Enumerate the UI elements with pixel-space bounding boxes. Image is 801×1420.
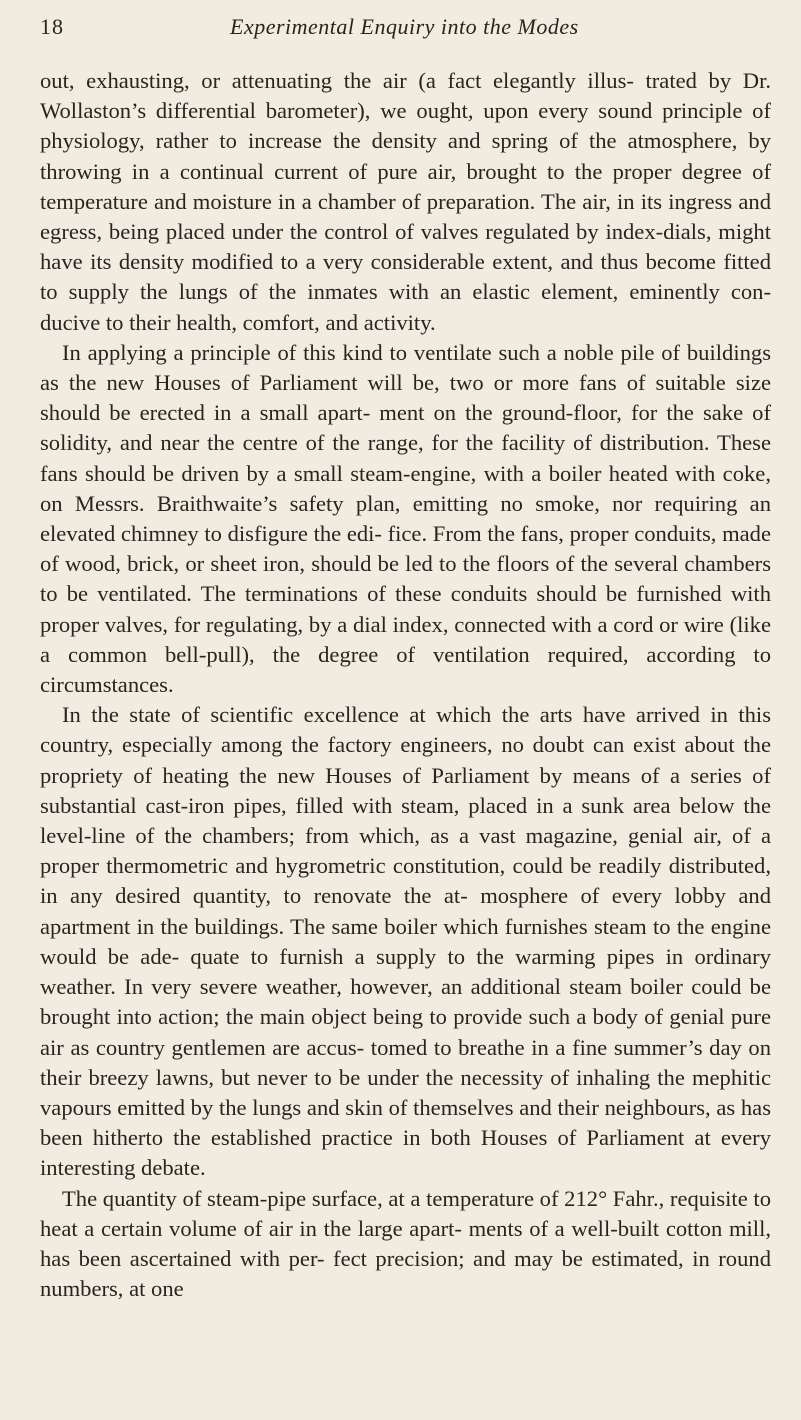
paragraph-2: In applying a principle of this kind to ventilate such a noble pile of buildings as the new Houses of Parliament will be, two or more fans of suitable size should be erected in a small apart- ment on the ground-floor, for the sake of solidity, and near the centre of the range, for the facility of distribution. These fans should be driven by a small steam-engine, with a boiler heated with coke, on Messrs. Braithwaite’s safety plan, emitting no smoke, nor requiring an elevated chimney to disfigure the edi- fice. From the fans, proper conduits, made of wood, brick, or sheet iron, should be led to the floors of the several chambers to be ventilated. The terminations of these conduits should be furnished with proper valves, for regulating, by a dial index, connected with a cord or wire (like a common bell-pull), the degree of ventilation required, according to circumstances. bbox=[40, 339, 771, 698]
paragraph-1: out, exhausting, or attenuating the air (a fact elegantly illus- trated by Dr. Wollaston’s differential barometer), we ought, upon every sound principle of physiology, rather to increase the density and spring of the atmosphere, by throwing in a continual current of pure air, brought to the proper degree of temperature and moisture in a chamber of preparation. The air, in its ingress and egress, being placed under the control of valves regulated by index-dials, might have its density modified to a very considerable extent, and thus become fitted to supply the lungs of the inmates with an elastic element, eminently con- ducive to their health, comfort, and activity. bbox=[40, 68, 771, 335]
body-text bbox=[40, 66, 771, 1304]
page-number: 18 bbox=[40, 14, 64, 39]
running-head bbox=[40, 14, 771, 54]
paragraph-3: In the state of scientific excellence at which the arts have arrived in this country, especially among the factory engineers, no doubt can exist about the propriety of heating the new Houses of Parliament by means of a series of substantial cast-iron pipes, filled with steam, placed in a sunk area below the level-line of the chambers; from which, as a vast magazine, genial air, of a proper thermometric and hygrometric constitution, could be readily distributed, in any desired quantity, to renovate the at- mosphere of every lobby and apartment in the buildings. The same boiler which furnishes steam to the engine would be ade- quate to furnish a supply to the warming pipes in ordinary weather. In very severe weather, however, an additional steam boiler could be brought into action; the main object being to provide such a body of genial pure air as country gentlemen are accus- tomed to breathe in a fine summer’s day on their breezy lawns, but never to be under the necessity of inhaling the mephitic vapours emitted by the lungs and skin of themselves and their neighbours, as has been hitherto the established practice in both Houses of Parliament at every interesting debate. bbox=[40, 702, 771, 1181]
paragraph-4: The quantity of steam-pipe surface, at a temperature of 212° Fahr., requisite to heat a certain volume of air in the large apart- ments of a well-built cotton mill, has been ascertained with per- fect precision; and may be estimated, in round numbers, at one bbox=[40, 1185, 771, 1302]
running-title: Experimental Enquiry into the Modes bbox=[230, 14, 579, 39]
